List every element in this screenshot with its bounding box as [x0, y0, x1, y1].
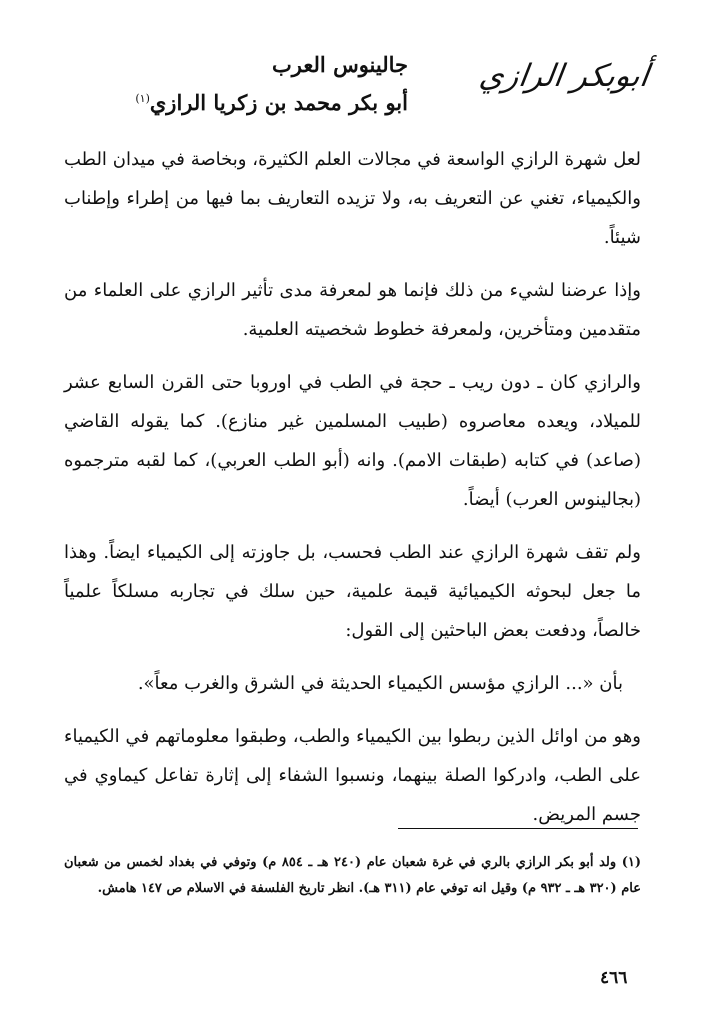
paragraph: وهو من اوائل الذين ربطوا بين الكيمياء والطب، وطبقوا معلوماتهم في الكيمياء على الطب، وادركوا الصلة بينهما، ونسبوا الشفاء إلى إثارة تفاعل كيماوي في جسم المريض. — [64, 726, 641, 825]
body-text — [64, 140, 641, 848]
chapter-subtitle: أبو بكر محمد بن زكريا الرازي — [149, 90, 408, 115]
paragraph: ولم تقف شهرة الرازي عند الطب فحسب، بل جاوزته إلى الكيمياء ايضاً. وهذا ما جعل لبحوثه الكيميائية قيمة علمية، حين سلك في تجاربه مسلكاً علمياً خالصاً، ودفعت بعض الباحثين إلى القول: — [64, 542, 641, 641]
chapter-subtitle-line — [108, 82, 408, 120]
calligraphic-name-logo: أبوبكر الرازي — [476, 58, 652, 94]
paragraph: وإذا عرضنا لشيء من ذلك فإنما هو لمعرفة مدى تأثير الرازي على العلماء من متقدمين ومتأخرين، ولمعرفة خطوط شخصيته العلمية. — [64, 280, 641, 340]
paragraph: لعل شهرة الرازي الواسعة في مجالات العلم الكثيرة، وبخاصة في ميدان الطب والكيمياء، تغني عن التعريف به، ولا تزيده التعاريف بما فيها من إطراء وإطناب شيئاً. — [64, 149, 641, 248]
footnote: (١) ولد أبو بكر الرازي بالري في غرة شعبان عام (٢٤٠ هـ ـ ٨٥٤ م) وتوفي في بغداد لخمس من شعبان عام (٣٢٠ هـ ـ ٩٣٢ م) وقيل انه توفي عام (٣١١ هـ). انظر تاريخ الفلسفة في الاسلام ص ١٤٧ هامش. — [64, 855, 641, 896]
paragraph: والرازي كان ـ دون ريب ـ حجة في الطب في اوروبا حتى القرن السابع عشر للميلاد، ويعده معاصروه (طبيب المسلمين غير منازع). كما يقوله القاضي (صاعد) في كتابه (طبقات الامم). وانه (أبو الطب العربي)، كما لقبه مترجموه (بجالينوس العرب) أيضاً. — [64, 372, 641, 510]
footnote-marker: (١) — [135, 92, 150, 105]
chapter-title: جالينوس العرب — [272, 52, 408, 77]
quote-paragraph: بأن «... الرازي مؤسس الكيمياء الحديثة في الشرق والغرب معاً». — [137, 673, 623, 694]
chapter-heading — [108, 48, 408, 120]
page-number: ٤٦٦ — [600, 968, 628, 988]
footnote-divider — [398, 828, 638, 829]
